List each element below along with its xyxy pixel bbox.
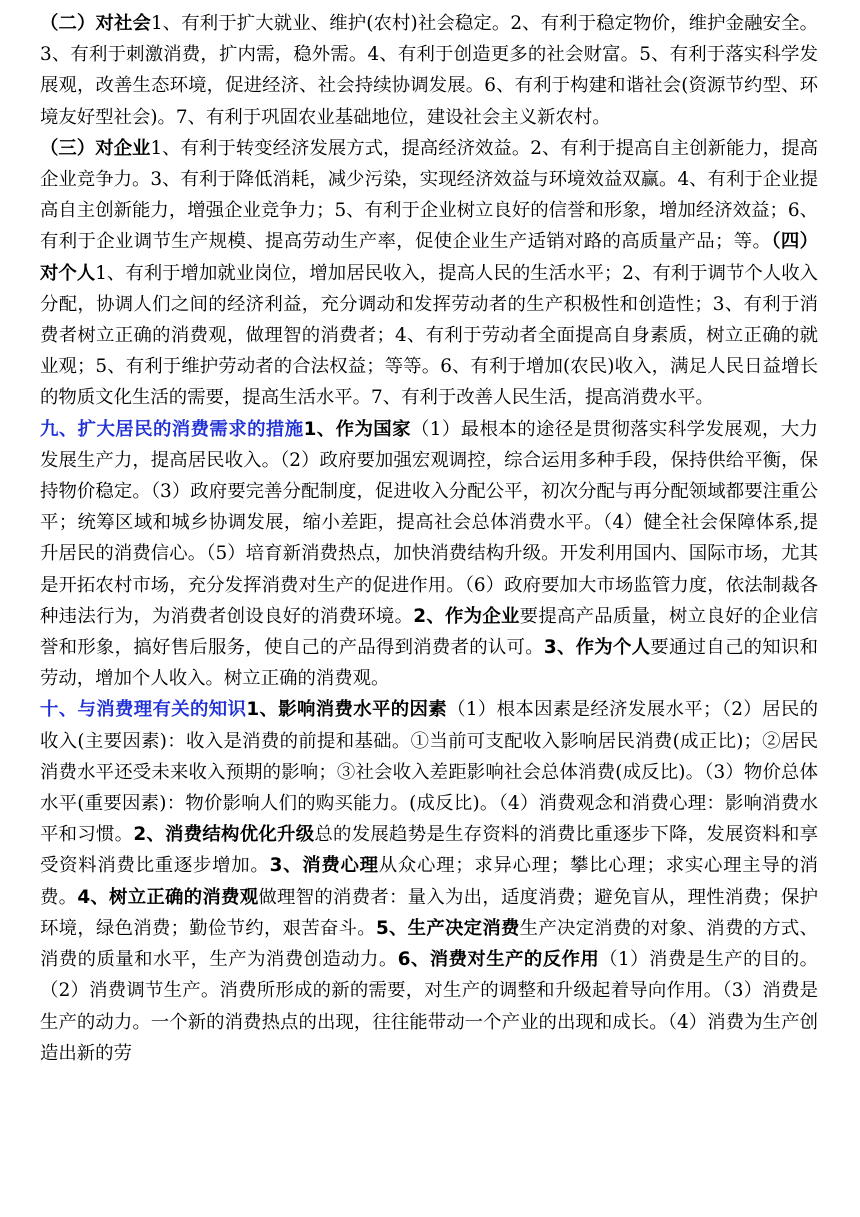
consumption-reaction-text: （1）消费是生产的目的。（2）消费调节生产。消费所形成的新的需要，对生产的调整和升级起着导向作用。（3）消费是生产的动力。一个新的消费热点的出现，往往能带动一个产业的出现和成长。（4）消费为生产创造出新的劳 [40,949,818,1064]
consumption-view-text: 做理智的消费者：量入为出，适度消费；避免盲从，理性消费；保护环境，绿色消费；勤俭节约，艰苦奋斗。 [40,886,818,939]
section-ten-paragraph [40,694,818,1068]
as-enterprise-label: 2、作为企业 [413,605,520,627]
consumption-factors-label: 1、影响消费水平的因素 [246,699,448,721]
as-enterprise-text: 要提高产品质量，树立良好的企业信誉和形象，搞好售后服务，使自己的产品得到消费者的认可。 [40,605,818,659]
section-nine-heading: 九、扩大居民的消费需求的措施 [40,418,304,440]
production-decides-label: 5、生产决定消费 [375,917,520,939]
as-individual-label: 3、作为个人 [543,637,651,659]
section-enterprise-label: （三）对企业 [40,137,151,159]
as-state-text: （1）最根本的途径是贯彻落实科学发展观，大力发展生产力，提高居民收入。（2）政府要加强宏观调控，综合运用多种手段，保持供给平衡，保持物价稳定。（3）政府要完善分配制度，促进收入分配公平，初次分配与再分配领域都要注重公平；统筹区域和城乡协调发展，缩小差距，提高社会总体消费水平。（4）健全社会保障体系,提升居民的消费信心。（5）培育新消费热点，加快消费结构升级。开发利用国内、国际市场，尤其是开拓农村市场，充分发挥消费对生产的促进作用。（6）政府要加大市场监管力度，依法制裁各种违法行为，为消费者创设良好的消费环境。 [40,418,819,627]
section-enterprise-text: 1、有利于转变经济发展方式，提高经济效益。2、有利于提高自主创新能力，提高企业竞争力。3、有利于降低消耗，减少污染，实现经济效益与环境效益双赢。4、有利于企业提高自主创新能力，增强企业竞争力；5、有利于企业树立良好的信誉和形象，增加经济效益；6、有利于企业调节生产规模、提高劳动生产率，促使企业生产适销对路的高质量产品；等。 [40,137,818,253]
section-individual-text: 1、有利于增加就业岗位，增加居民收入，提高人民的生活水平；2、有利于调节个人收入分配，协调人们之间的经济利益，充分调动和发挥劳动者的生产积极性和创造性；3、有利于消费者树立正确的消费观，做理智的消费者；4、有利于劳动者全面提高自身素质，树立正确的就业观；5、有利于维护劳动者的合法权益；等等。6、有利于增加(农民)收入，满足人民日益增长的物质文化生活的需要，提高生活水平。7、有利于改善人民生活，提高消费水平。 [40,262,818,409]
production-decides-text: 生产决定消费的对象、消费的方式、消费的质量和水平，生产为消费创造动力。 [40,917,818,971]
section-society-paragraph [40,8,818,133]
as-individual-text: 要通过自己的知识和劳动，增加个人收入。树立正确的消费观。 [40,637,818,690]
consumption-reaction-label: 6、消费对生产的反作用 [397,949,600,971]
section-enterprise-paragraph [40,133,818,414]
consumer-psychology-text: 从众心理；求异心理；攀比心理；求实心理主导的消费。 [40,855,818,908]
as-state-label: 1、作为国家 [303,418,411,440]
structure-upgrade-text: 总的发展趋势是生存资料的消费比重逐步下降，发展资料和享受资料消费比重逐步增加。 [40,824,818,877]
section-nine-paragraph [40,414,818,695]
consumption-view-label: 4、树立正确的消费观 [77,886,259,908]
consumption-factors-text: （1）根本因素是经济发展水平；（2）居民的收入(主要因素)：收入是消费的前提和基础。①当前可支配收入影响居民消费(成正比)；②居民消费水平还受未来收入预期的影响；③社会收入差距影响社会总体消费(成反比)。（3）物价总体水平(重要因素)：物价影响人们的购买能力。(成反比)。（4）消费观念和消费心理：影响消费水平和习惯。 [40,699,819,846]
section-society-label: （二）对社会 [40,13,151,34]
section-ten-heading: 十、与消费理有关的知识 [40,699,247,721]
section-society-text: 1、有利于扩大就业、维护(农村)社会稳定。2、有利于稳定物价，维护金融安全。3、有利于刺激消费，扩内需，稳外需。4、有利于创造更多的社会财富。5、有利于落实科学发展观，改善生态环境，促进经济、社会持续协调发展。6、有利于构建和谐社会(资源节约型、环境友好型社会)。7、有利于巩固农业基础地位，建设社会主义新农村。 [40,13,818,128]
structure-upgrade-label: 2、消费结构优化升级 [133,824,315,846]
consumer-psychology-label: 3、消费心理 [269,855,379,877]
section-individual-label: （四）对个人 [40,231,818,284]
